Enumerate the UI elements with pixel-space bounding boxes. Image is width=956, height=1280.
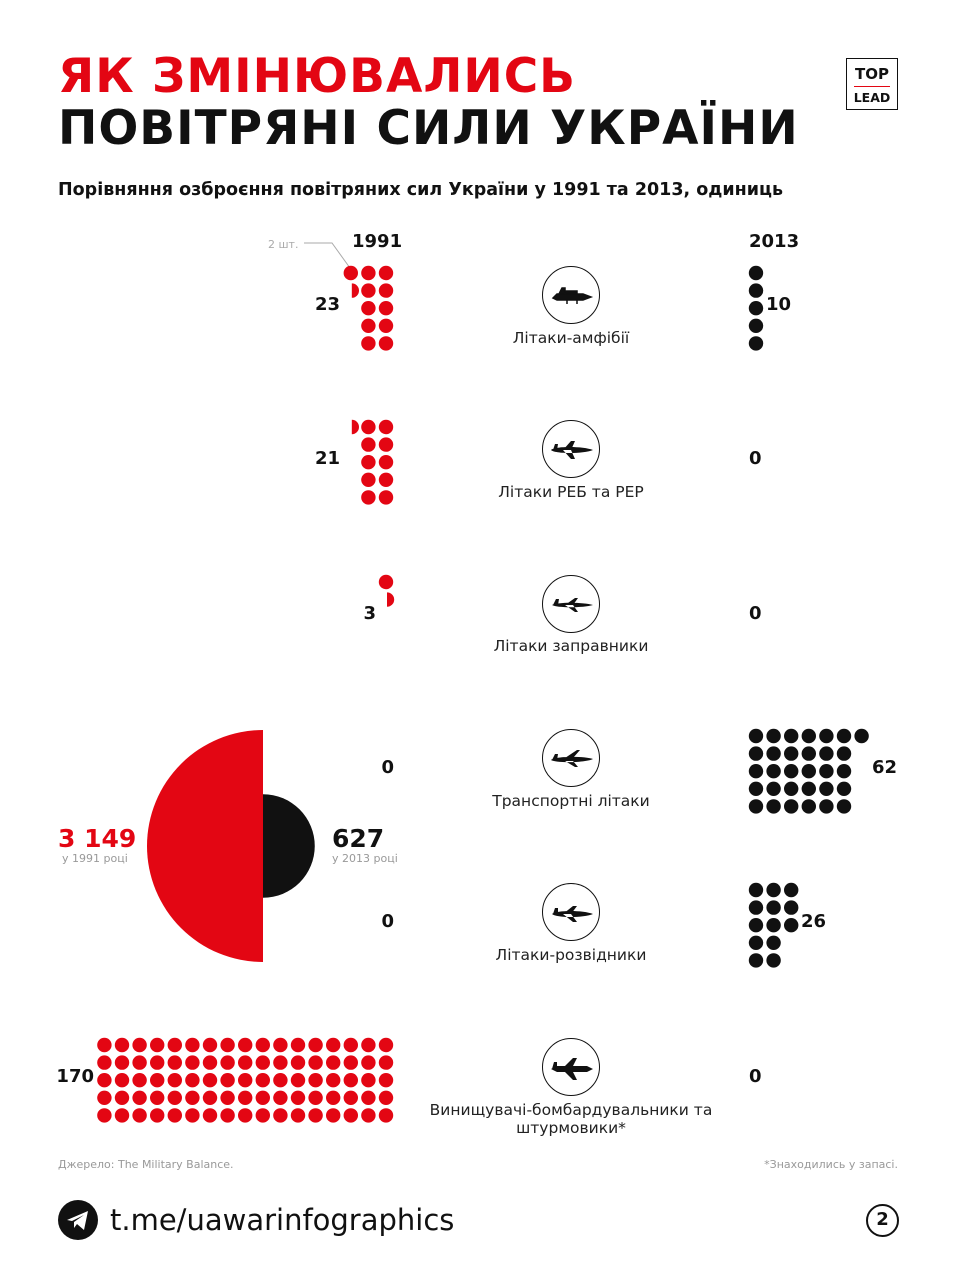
dot-1991	[326, 1038, 340, 1052]
dot-1991	[379, 283, 393, 297]
dot-1991	[344, 1073, 358, 1087]
dot-1991	[379, 1108, 393, 1122]
dot-1991	[344, 1055, 358, 1069]
dot-2013	[837, 764, 851, 778]
dot-2013	[766, 918, 780, 932]
dot-1991	[97, 1091, 111, 1105]
dot-1991	[361, 1073, 375, 1087]
dot-2013	[749, 729, 763, 743]
dot-2013	[749, 900, 763, 914]
dot-2013	[766, 782, 780, 796]
dot-1991	[308, 1055, 322, 1069]
dot-2013	[766, 883, 780, 897]
dot-1991	[361, 490, 375, 504]
dot-2013	[749, 782, 763, 796]
dot-1991	[168, 1073, 182, 1087]
dot-1991	[238, 1038, 252, 1052]
dot-1991	[361, 455, 375, 469]
value-2013-tanker: 0	[749, 603, 762, 624]
dot-1991	[97, 1055, 111, 1069]
dot-1991	[379, 301, 393, 315]
dot-1991	[238, 1073, 252, 1087]
dot-1991	[379, 336, 393, 350]
dot-2013	[802, 799, 816, 813]
dot-2013	[749, 319, 763, 333]
logo-divider	[854, 86, 890, 87]
dot-1991	[115, 1073, 129, 1087]
dot-2013	[837, 746, 851, 760]
dot-1991	[256, 1055, 270, 1069]
dot-1991	[379, 266, 393, 280]
year-label-2013: 2013	[749, 231, 800, 252]
dot-2013	[749, 301, 763, 315]
dot-1991	[273, 1038, 287, 1052]
dot-1991	[150, 1091, 164, 1105]
dot-2013	[766, 953, 780, 967]
dot-2013	[784, 900, 798, 914]
dot-1991	[361, 437, 375, 451]
dot-1991	[361, 420, 375, 434]
dot-1991-half	[387, 592, 394, 606]
dot-1991	[326, 1108, 340, 1122]
dot-2013	[766, 799, 780, 813]
subtitle: Порівняння озброєння повітряних сил України у 1991 та 2013, одиниць	[58, 180, 784, 200]
dot-1991	[361, 301, 375, 315]
dot-2013	[837, 782, 851, 796]
category-label-recon: Літаки-розвідники	[495, 946, 647, 964]
dot-1991	[326, 1091, 340, 1105]
dot-1991	[220, 1073, 234, 1087]
dot-2013	[837, 729, 851, 743]
title-line-1: ЯК ЗМІНЮВАЛИСЬ	[58, 49, 577, 104]
value-1991-amphibian: 23	[314, 294, 340, 315]
value-1991-fighter: 170	[56, 1066, 94, 1087]
total-2013-value: 627	[332, 824, 385, 853]
value-2013-fighter: 0	[749, 1066, 762, 1087]
year-label-1991: 1991	[352, 231, 403, 252]
dot-2013	[784, 883, 798, 897]
dot-1991	[132, 1055, 146, 1069]
dot-2013	[749, 883, 763, 897]
dot-2013	[802, 782, 816, 796]
title-line-2: ПОВІТРЯНІ СИЛИ УКРАЇНИ	[58, 101, 799, 156]
dot-1991	[185, 1073, 199, 1087]
dot-1991	[220, 1038, 234, 1052]
dot-2013	[766, 936, 780, 950]
dot-1991	[379, 1055, 393, 1069]
dot-1991	[379, 319, 393, 333]
value-1991-ew: 21	[314, 448, 340, 469]
dot-1991	[344, 1038, 358, 1052]
dot-2013	[749, 764, 763, 778]
logo-bottom-text: LEAD	[853, 90, 891, 105]
dot-1991	[97, 1038, 111, 1052]
dot-2013	[749, 936, 763, 950]
dot-1991	[115, 1108, 129, 1122]
dot-2013	[766, 746, 780, 760]
dot-1991	[132, 1073, 146, 1087]
dot-2013	[819, 799, 833, 813]
dot-1991	[256, 1108, 270, 1122]
recon-plane-icon	[542, 883, 600, 941]
dot-2013	[749, 953, 763, 967]
dot-1991	[150, 1108, 164, 1122]
dot-2013	[819, 764, 833, 778]
dot-1991	[273, 1055, 287, 1069]
dot-1991	[361, 473, 375, 487]
page-number: 2	[866, 1204, 899, 1237]
dot-1991	[291, 1108, 305, 1122]
dot-1991	[168, 1038, 182, 1052]
dot-1991	[150, 1038, 164, 1052]
value-1991-transport: 0	[381, 757, 394, 778]
total-1991-half-circle	[147, 730, 263, 962]
dot-2013	[749, 283, 763, 297]
tanker-plane-icon	[542, 575, 600, 633]
dot-2013	[766, 729, 780, 743]
dot-1991	[291, 1073, 305, 1087]
dot-1991	[273, 1073, 287, 1087]
category-label-amphibian: Літаки-амфібії	[512, 329, 630, 347]
dot-2013	[749, 799, 763, 813]
dot-1991	[344, 1108, 358, 1122]
source-note: Джерело: The Military Balance.	[58, 1158, 234, 1171]
dot-1991	[379, 473, 393, 487]
dot-2013	[766, 764, 780, 778]
dot-1991	[308, 1073, 322, 1087]
dot-1991	[238, 1091, 252, 1105]
dot-1991	[308, 1038, 322, 1052]
dot-1991-half	[352, 420, 359, 434]
category-label-fighter: Винищувачі-бомбардувальники та штурмовики*	[429, 1101, 713, 1137]
category-label-ew: Літаки РЕБ та РЕР	[498, 483, 644, 501]
dot-1991	[115, 1038, 129, 1052]
dot-2013	[749, 336, 763, 350]
dot-2013	[837, 799, 851, 813]
dot-2013	[749, 918, 763, 932]
category-label-transport: Транспортні літаки	[492, 792, 650, 810]
dot-1991	[361, 266, 375, 280]
dot-1991	[97, 1073, 111, 1087]
dot-1991	[185, 1038, 199, 1052]
dot-2013	[819, 729, 833, 743]
dot-1991	[361, 1055, 375, 1069]
value-2013-transport: 62	[872, 757, 898, 778]
unit-note-leader	[304, 243, 350, 268]
footnote: *Знаходились у запасі.	[764, 1158, 898, 1171]
dot-1991	[132, 1108, 146, 1122]
dot-1991	[220, 1091, 234, 1105]
dot-1991	[273, 1108, 287, 1122]
dot-1991	[361, 319, 375, 333]
dot-2013	[784, 764, 798, 778]
dot-1991	[132, 1091, 146, 1105]
dot-2013	[802, 729, 816, 743]
dot-1991	[238, 1055, 252, 1069]
transport-plane-icon	[542, 729, 600, 787]
dot-2013	[819, 746, 833, 760]
dot-1991	[256, 1073, 270, 1087]
value-1991-recon: 0	[381, 911, 394, 932]
toplead-logo	[846, 58, 898, 110]
logo-top-text: TOP	[855, 65, 889, 83]
dot-1991	[379, 420, 393, 434]
total-2013-label: у 2013 році	[332, 852, 398, 865]
dot-1991	[220, 1055, 234, 1069]
dot-1991	[344, 1091, 358, 1105]
dot-1991	[185, 1108, 199, 1122]
dot-1991	[291, 1091, 305, 1105]
unit-note: 2 шт.	[268, 238, 299, 251]
dot-2013	[749, 746, 763, 760]
fighter-plane-icon	[542, 1038, 600, 1096]
value-2013-recon: 26	[801, 911, 827, 932]
dot-1991	[220, 1108, 234, 1122]
dot-1991	[361, 1038, 375, 1052]
dot-2013	[784, 799, 798, 813]
dot-1991	[168, 1091, 182, 1105]
dot-1991	[168, 1108, 182, 1122]
dot-1991	[273, 1091, 287, 1105]
dot-1991	[379, 490, 393, 504]
dot-2013	[802, 764, 816, 778]
category-label-tanker: Літаки заправники	[493, 637, 649, 655]
dot-1991	[326, 1055, 340, 1069]
dot-1991	[361, 1108, 375, 1122]
dot-2013	[749, 266, 763, 280]
dot-1991	[379, 437, 393, 451]
dot-1991-half	[352, 283, 359, 297]
value-2013-amphibian: 10	[766, 294, 792, 315]
dot-1991	[291, 1055, 305, 1069]
dot-2013	[854, 729, 868, 743]
dot-1991	[203, 1055, 217, 1069]
value-1991-tanker: 3	[363, 603, 376, 624]
dot-1991	[150, 1055, 164, 1069]
amphibian-plane-icon	[542, 266, 600, 324]
total-1991-value: 3 149	[58, 824, 137, 853]
dot-1991	[291, 1038, 305, 1052]
dot-1991	[168, 1055, 182, 1069]
dot-2013	[802, 746, 816, 760]
total-1991-label: у 1991 році	[62, 852, 128, 865]
dot-2013	[784, 729, 798, 743]
dot-1991	[361, 336, 375, 350]
dot-2013	[784, 782, 798, 796]
dot-2013	[766, 900, 780, 914]
dot-2013	[784, 918, 798, 932]
dot-1991	[150, 1073, 164, 1087]
ew-plane-icon	[542, 420, 600, 478]
dot-1991	[185, 1055, 199, 1069]
dot-1991	[132, 1038, 146, 1052]
value-2013-ew: 0	[749, 448, 762, 469]
dot-1991	[379, 455, 393, 469]
dot-1991	[203, 1038, 217, 1052]
dot-1991	[379, 1091, 393, 1105]
dot-1991	[203, 1091, 217, 1105]
dot-1991	[256, 1091, 270, 1105]
dot-1991	[256, 1038, 270, 1052]
telegram-link[interactable]: t.me/uawarinfographics	[110, 1203, 455, 1237]
dot-1991	[238, 1108, 252, 1122]
dot-2013	[819, 782, 833, 796]
dot-1991	[97, 1108, 111, 1122]
telegram-icon[interactable]	[58, 1200, 98, 1240]
dot-1991	[308, 1108, 322, 1122]
dot-1991	[203, 1073, 217, 1087]
dot-1991	[115, 1091, 129, 1105]
dot-1991	[361, 283, 375, 297]
dot-1991	[326, 1073, 340, 1087]
dot-1991	[344, 266, 358, 280]
total-2013-half-circle	[263, 794, 315, 898]
dot-1991	[185, 1091, 199, 1105]
dot-1991	[115, 1055, 129, 1069]
dot-2013	[784, 746, 798, 760]
dot-1991	[379, 1073, 393, 1087]
dot-1991	[308, 1091, 322, 1105]
dot-1991	[379, 575, 393, 589]
dot-1991	[361, 1091, 375, 1105]
dot-1991	[203, 1108, 217, 1122]
dot-1991	[379, 1038, 393, 1052]
